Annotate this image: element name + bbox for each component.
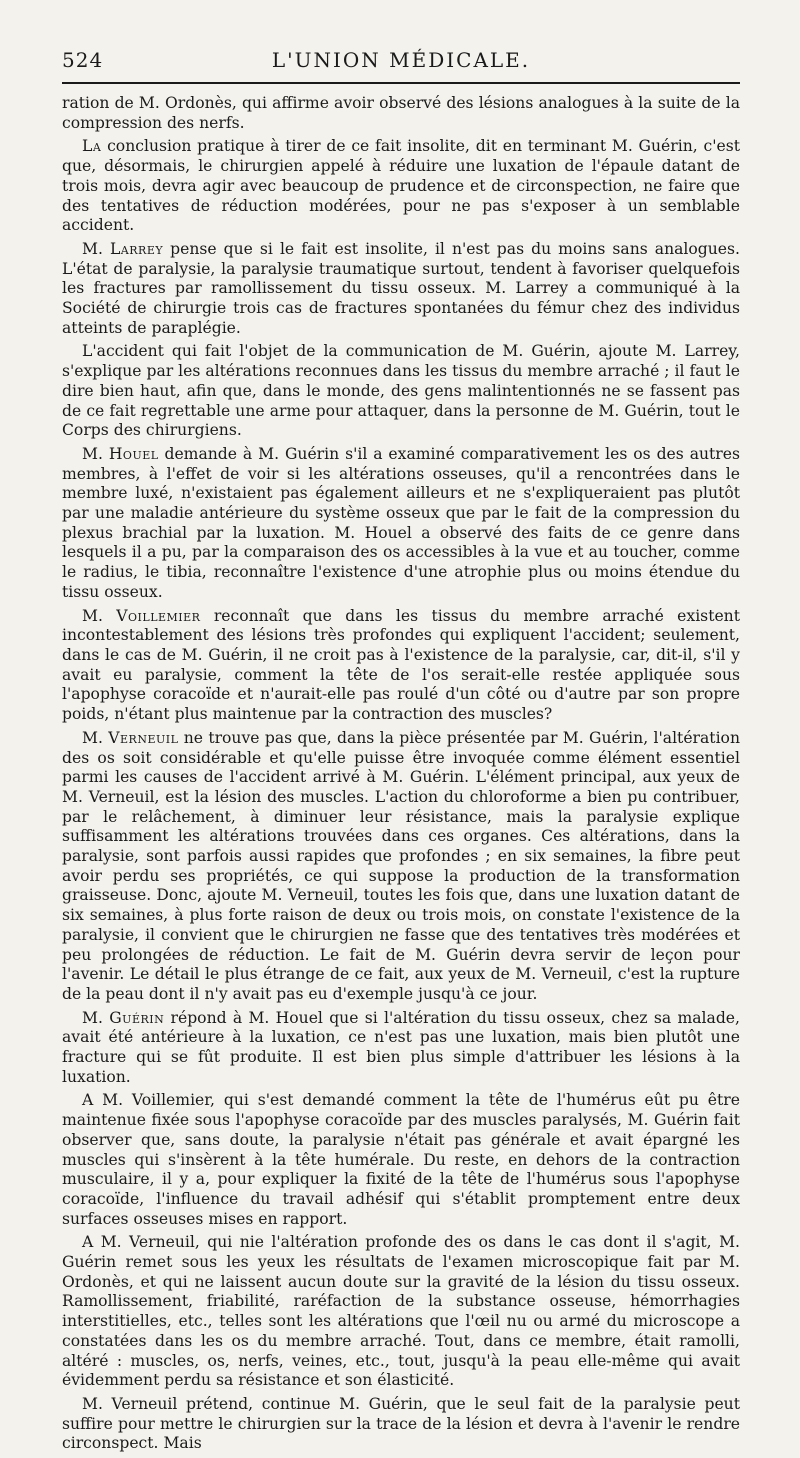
paragraph-conclusion: La conclusion pratique à tirer de ce fait insolite, dit en terminant M. Guérin, c'est que, désormais, le chirurgien appelé à réduire une luxation de l'épaule datant de trois mois, devra agir avec beaucoup de prudence et de circonspection, ne faire que des tentatives de réduction modérées, pour ne pas s'exposer à un semblable accident. [62,137,740,235]
paragraph-voillemier: M. Voillemier reconnaît que dans les tissus du membre arraché existent incontestablement des lésions très profondes qui expliquent l'accident; seulement, dans le cas de M. Guérin, il ne croit pas à l'existence de la paralysie, car, dit-il, s'il y avait eu paralysie, comment la tête de l'os serait-elle restée appliquée sous l'apophyse coracoïde et n'aurait-elle pas roulé d'un côté ou d'autre par son propre poids, n'étant plus maintenue par la contraction des muscles? [62,606,740,724]
speaker-name: Guérin [109,1008,165,1027]
paragraph-verneuil: M. Verneuil ne trouve pas que, dans la pièce présentée par M. Guérin, l'altération des os soit considérable et qu'elle puisse être invoquée comme élément essentiel parmi les causes de l'accident arrivé à M. Guérin. L'élément principal, aux yeux de M. Verneuil, est la lésion des muscles. L'action du chloroforme a bien pu contribuer, par le relâchement, à diminuer leur résistance, mais la paralysie explique suffisamment les altérations trouvées dans ces organes. Ces altérations, dans la paralysie, sont parfois aussi rapides que profondes ; en six semaines, la fibre peut avoir perdu ses propriétés, ce qui suppose la production de la transformation graisseuse. Donc, ajoute M. Verneuil, toutes les fois que, dans une luxation datant de six semaines, à plus forte raison de deux ou trois mois, on constate l'existence de la paralysie, il convient que le chirurgien ne fasse que des tentatives très modérées et peu prolongées de réduction. Le fait de M. Guérin devra servir de leçon pour l'avenir. Le détail le plus étrange de ce fait, aux yeux de M. Verneuil, c'est la rupture de la peau dont il n'y avait pas eu d'exemple jusqu'à ce jour. [62,728,740,1003]
paragraph-final: M. Verneuil prétend, continue M. Guérin, que le seul fait de la paralysie peut suffire pour mettre le chirurgien sur la trace de la lésion et devra à l'avenir le rendre circonspect. Mais [62,1395,740,1453]
paragraph-lead: La [82,137,102,156]
speaker-name: Houel [108,444,159,463]
paragraph-reply-verneuil: A M. Verneuil, qui nie l'altération profonde des os dans le cas dont il s'agit, M. Guérin remet sous les yeux les résultats de l'examen microscopique fait par M. Ordonès, et qui ne laissent aucun doute sur la gravité de la lésion du tissu osseux. Ramollissement, friabilité, raréfaction de la substance osseuse, hémorrhagies interstitielles, etc., telles sont les altérations que l'œil nu ou armé du microscope a constatées dans les os du membre arraché. Tout, dans ce membre, était ramolli, altéré : muscles, os, nerfs, veines, etc., tout, jusqu'à la peau elle-même qui avait évidemment perdu sa résistance et son élasticité. [62,1233,740,1390]
article-body [62,94,740,1458]
paragraph-reply-voillemier: A M. Voillemier, qui s'est demandé comment la tête de l'humérus eût pu être maintenue fixée sous l'apophyse coracoïde par des muscles paralysés, M. Guérin fait observer que, sans doute, la paralysie n'était pas générale et avait épargné les muscles qui s'insèrent à la tête humérale. Du reste, en dehors de la contraction musculaire, il y a, pour expliquer la fixité de la tête de l'humérus sous l'apophyse coracoïde, l'influence du travail adhésif qui s'établit promptement entre deux surfaces osseuses mises en rapport. [62,1091,740,1228]
header-rule [62,82,740,84]
speaker-name: Larrey [109,239,164,258]
paragraph-continuation: ration de M. Ordonès, qui affirme avoir observé des lésions analogues à la suite de la compression des nerfs. [62,94,740,132]
paragraph-larrey: M. Larrey pense que si le fait est insolite, il n'est pas du moins sans analogues. L'état de paralysie, la paralysie traumatique surtout, tendent à favoriser quelquefois les fractures par ramollissement du tissu osseux. M. Larrey a communiqué à la Société de chirurgie trois cas de fractures spontanées du fémur chez des individus atteints de paraplégie. [62,239,740,337]
speaker-name: Verneuil [108,728,179,747]
speaker-name: Voillemier [116,606,201,625]
paragraph-guerin-reply: M. Guérin répond à M. Houel que si l'altération du tissu osseux, chez sa malade, avait été antérieure à la luxation, ce n'est pas une luxation, mais bien plutôt une fracture qui se fût produite. Il est bien plus simple d'attribuer les lésions à la luxation. [62,1008,740,1086]
paragraph-houel: M. Houel demande à M. Guérin s'il a examiné comparativement les os des autres membres, à l'effet de voir si les altérations osseuses, qu'il a rencontrées dans le membre luxé, n'existaient pas également ailleurs et ne s'expliqueraient pas plutôt par une maladie antérieure du système osseux que par le fait de la compression du plexus brachial par la luxation. M. Houel a observé des faits de ce genre dans lesquels il a pu, par la comparaison des os accessibles à la vue et au toucher, comme le radius, le tibia, reconnaître l'existence d'une atrophie plus ou moins étendue du tissu osseux. [62,444,740,601]
page-header [62,40,740,74]
running-title: L'UNION MÉDICALE. [271,48,531,72]
page-number: 524 [62,48,104,72]
paragraph-larrey-continued: L'accident qui fait l'objet de la communication de M. Guérin, ajoute M. Larrey, s'explique par les altérations reconnues dans les tissus du membre arraché ; il faut le dire bien haut, afin que, dans le monde, des gens malintentionnés ne se fassent pas de ce fait regrettable une arme pour attaquer, dans la personne de M. Guérin, tout le Corps des chirurgiens. [62,342,740,440]
